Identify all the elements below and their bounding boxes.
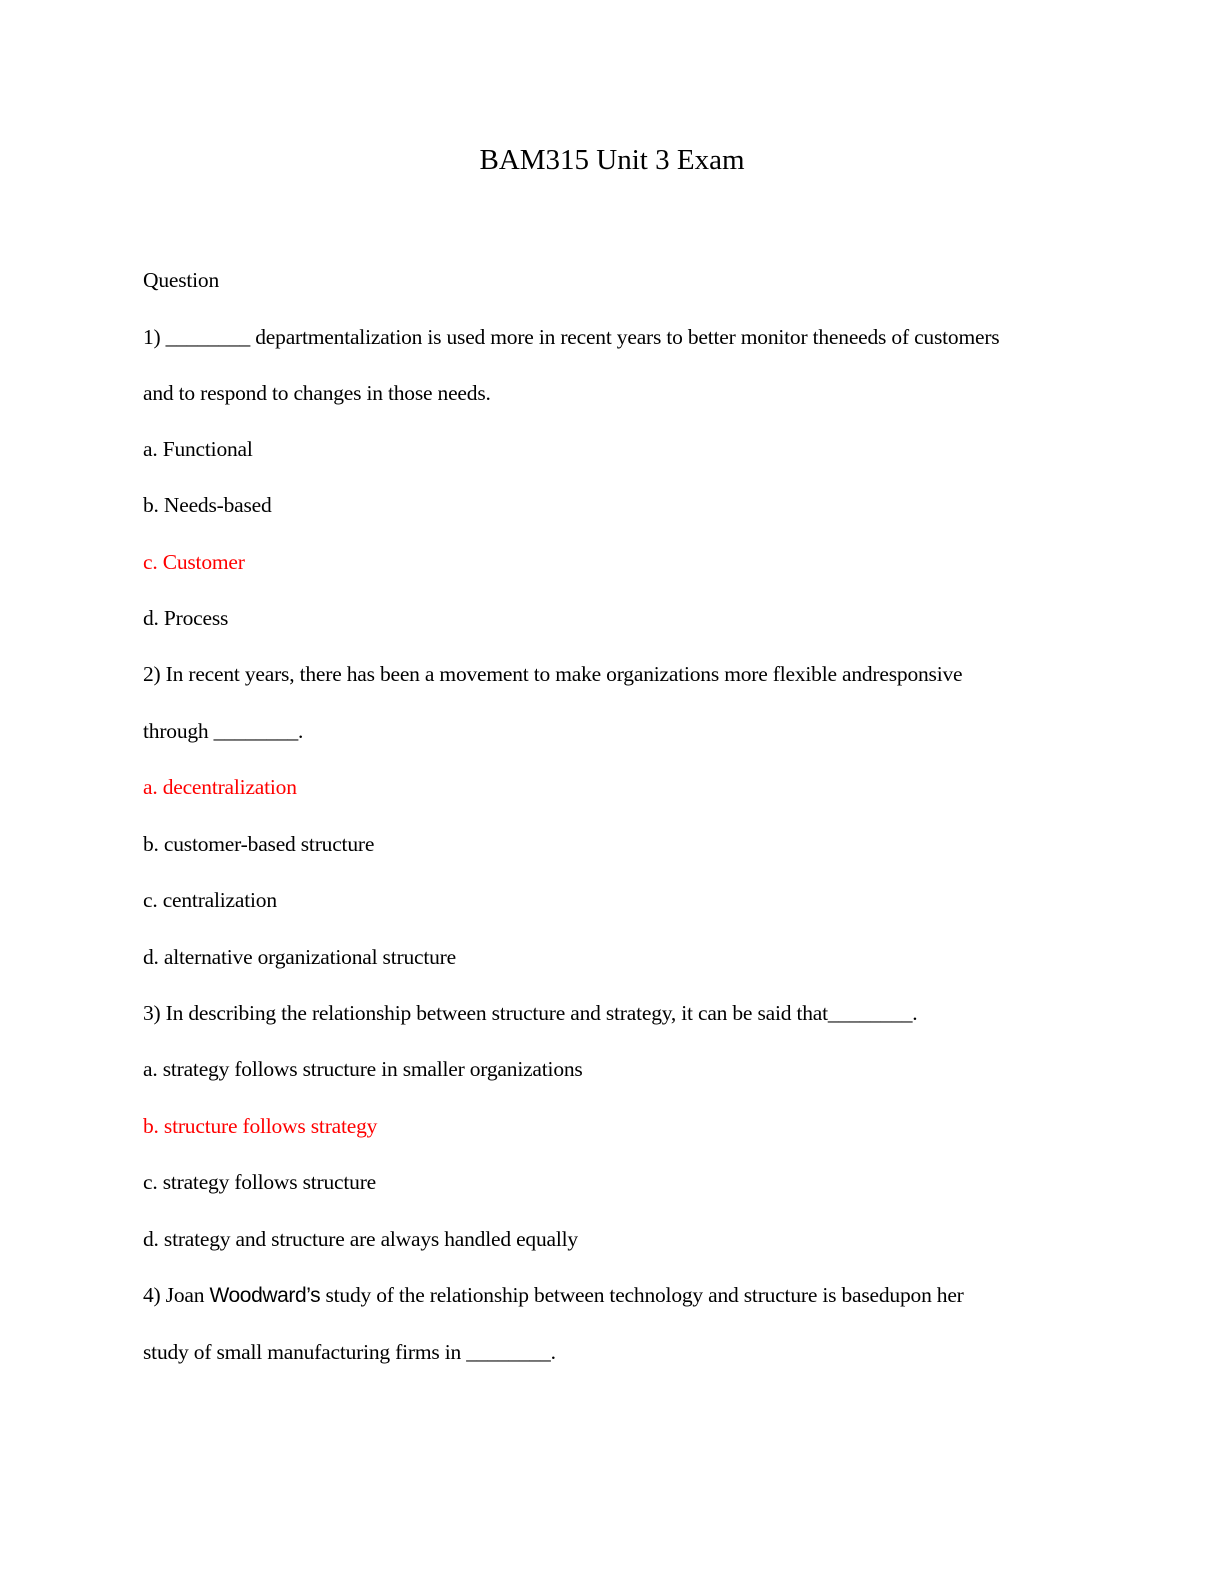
question-4-stem-line-2: study of small manufacturing firms in ________.: [143, 1340, 556, 1364]
question-3-option-b-correct: b. structure follows strategy: [143, 1114, 378, 1138]
question-1-option-b: b. Needs-based: [143, 493, 272, 517]
question-1-option-a: a. Functional: [143, 437, 253, 461]
question-4-stem-pre: 4) Joan: [143, 1283, 210, 1307]
question-2-option-a-correct: a. decentralization: [143, 775, 297, 799]
section-label: Question: [143, 268, 220, 292]
question-4-stem-name: Woodward’s: [209, 1284, 321, 1307]
question-2-stem-line-1: 2) In recent years, there has been a movement to make organizations more flexible andresponsive: [143, 662, 963, 686]
question-2-stem-line-2: through ________.: [143, 719, 304, 743]
question-4-stem-post: study of the relationship between technology and structure is basedupon her: [320, 1283, 964, 1307]
question-1-option-d: d. Process: [143, 606, 229, 630]
question-3-option-a: a. strategy follows structure in smaller organizations: [143, 1057, 583, 1081]
question-4-stem-line-1: [143, 1280, 964, 1311]
question-3-stem-line-1: 3) In describing the relationship between structure and strategy, it can be said that________.: [143, 1001, 918, 1025]
question-3-option-c: c. strategy follows structure: [143, 1170, 377, 1194]
document-title: BAM315 Unit 3 Exam: [479, 144, 745, 176]
question-2-option-d: d. alternative organizational structure: [143, 945, 456, 969]
question-1-stem-line-2: and to respond to changes in those needs.: [143, 381, 491, 405]
question-2-option-b: b. customer-based structure: [143, 832, 375, 856]
question-1-stem-line-1: 1) ________ departmentalization is used more in recent years to better monitor theneeds of customers: [143, 325, 1000, 349]
question-2-option-c: c. centralization: [143, 888, 277, 912]
question-1-option-c-correct: c. Customer: [143, 550, 245, 574]
question-3-option-d: d. strategy and structure are always handled equally: [143, 1227, 578, 1251]
